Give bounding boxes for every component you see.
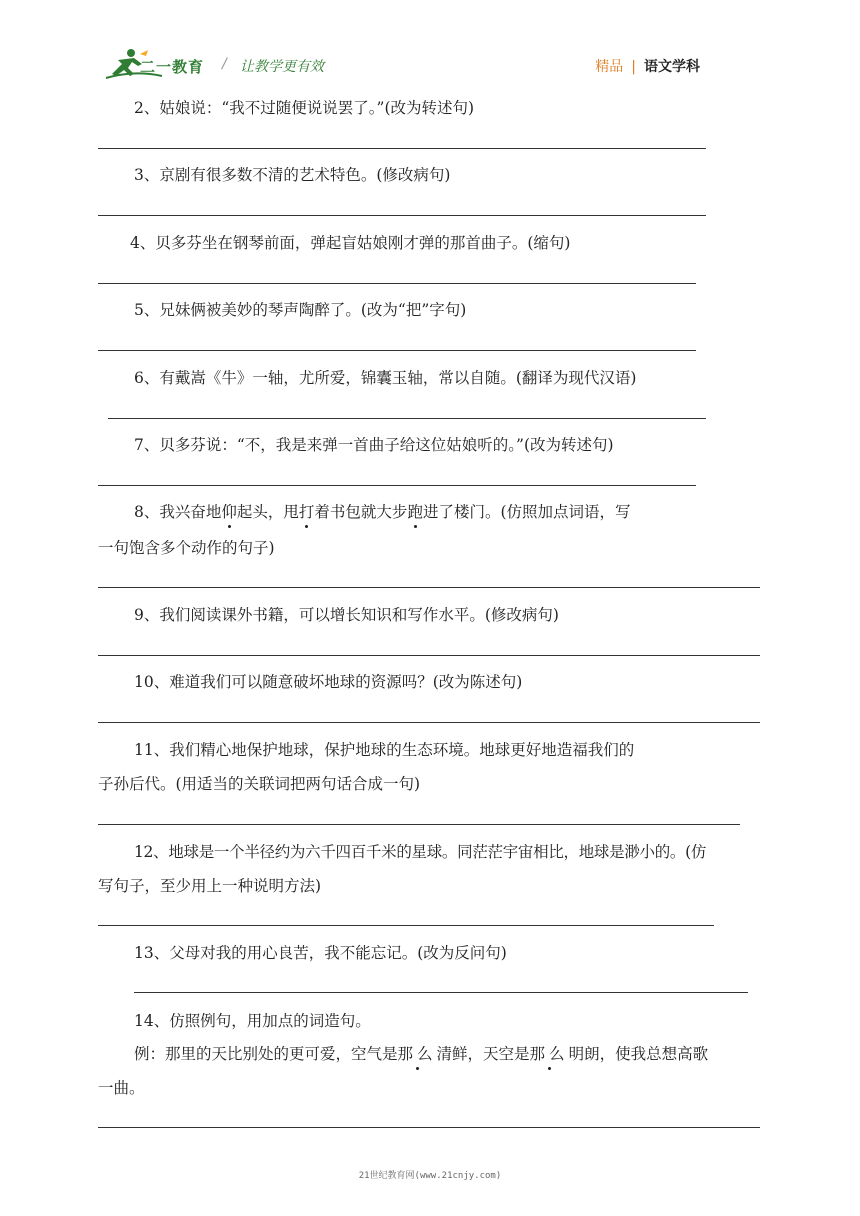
question-12-line-2: 写句子，至少用上一种说明方法) <box>98 877 322 895</box>
question-9: 9、我们阅读课外书籍，可以增长知识和写作水平。(修改病句) <box>134 606 559 624</box>
answer-line-4 <box>98 283 696 284</box>
question-6: 6、有戴嵩《牛》一轴，尤所爱，锦囊玉轴，常以自随。(翻译为现代汉语) <box>134 369 637 387</box>
question-4: 4、贝多芬坐在钢琴前面，弹起盲姑娘刚才弹的那首曲子。(缩句) <box>130 234 571 252</box>
question-2: 2、姑娘说：“我不过随便说说罢了。”(改为转述句) <box>134 99 475 117</box>
dotted-word-da: 打 <box>298 503 315 521</box>
answer-line-10 <box>98 722 760 723</box>
dotted-word-name-2: 那么 <box>529 1045 569 1063</box>
question-11-line-1: 11、我们精心地保护地球，保护地球的生态环境。地球更好地造福我们的 <box>134 741 635 759</box>
answer-line-9 <box>98 655 760 656</box>
question-10: 10、难道我们可以随意破坏地球的资源吗？(改为陈述句) <box>134 673 523 691</box>
header-separator: | <box>631 59 636 75</box>
question-5: 5、兄妹俩被美妙的琴声陶醉了。(改为“把”字句) <box>134 301 467 319</box>
question-13: 13、父母对我的用心良苦，我不能忘记。(改为反问句) <box>134 944 507 962</box>
question-8-line-2: 一句饱含多个动作的句子) <box>98 539 275 557</box>
question-11-line-2: 子孙后代。(用适当的关联词把两句话合成一句) <box>98 775 421 793</box>
answer-line-3 <box>98 215 706 216</box>
answer-line-8 <box>98 587 760 588</box>
answer-line-5 <box>98 350 696 351</box>
answer-line-13 <box>134 992 748 993</box>
question-7: 7、贝多芬说：“不，我是来弹一首曲子给这位姑娘听的。”(改为转述句) <box>134 436 614 454</box>
page-footer: 21世纪教育网(www.21cnjy.com) <box>358 1171 502 1181</box>
dotted-word-yang: 仰 <box>221 503 237 521</box>
answer-line-14 <box>98 1127 760 1128</box>
question-14-line-1: 14、仿照例句，用加点的词造句。 <box>134 1012 371 1030</box>
question-14-example: 例：那里的天比别处的更可爱，空气是那么清鲜，天空是那么明朗，使我总想高歌 <box>134 1045 709 1063</box>
header-slash: / <box>222 56 227 72</box>
header-subject-area <box>595 56 700 76</box>
question-8-line-1: 8、我兴奋地仰起头，甩打着书包就大步跑进了楼门。(仿照加点词语，写 <box>134 503 631 521</box>
brand-slogan: 让教学更有效 <box>240 59 324 75</box>
answer-line-12 <box>98 925 714 926</box>
question-14-line-3: 一曲。 <box>98 1079 145 1097</box>
subject-label: 语文学科 <box>644 59 700 75</box>
brand-name: 二一教育 <box>140 58 205 76</box>
premium-label: 精品 <box>595 59 624 75</box>
question-12-line-1: 12、地球是一个半径约为六千四百千米的星球。同茫茫宇宙相比，地球是渺小的。(仿 <box>134 843 707 861</box>
dotted-word-name-1: 那么 <box>397 1045 437 1063</box>
answer-line-7 <box>98 485 696 486</box>
dotted-word-pao: 跑 <box>407 503 423 521</box>
answer-line-6 <box>108 418 706 419</box>
answer-line-2 <box>98 148 706 149</box>
question-3: 3、京剧有很多数不清的艺术特色。(修改病句) <box>134 166 451 184</box>
answer-line-11 <box>98 824 740 825</box>
page-header <box>0 0 860 90</box>
